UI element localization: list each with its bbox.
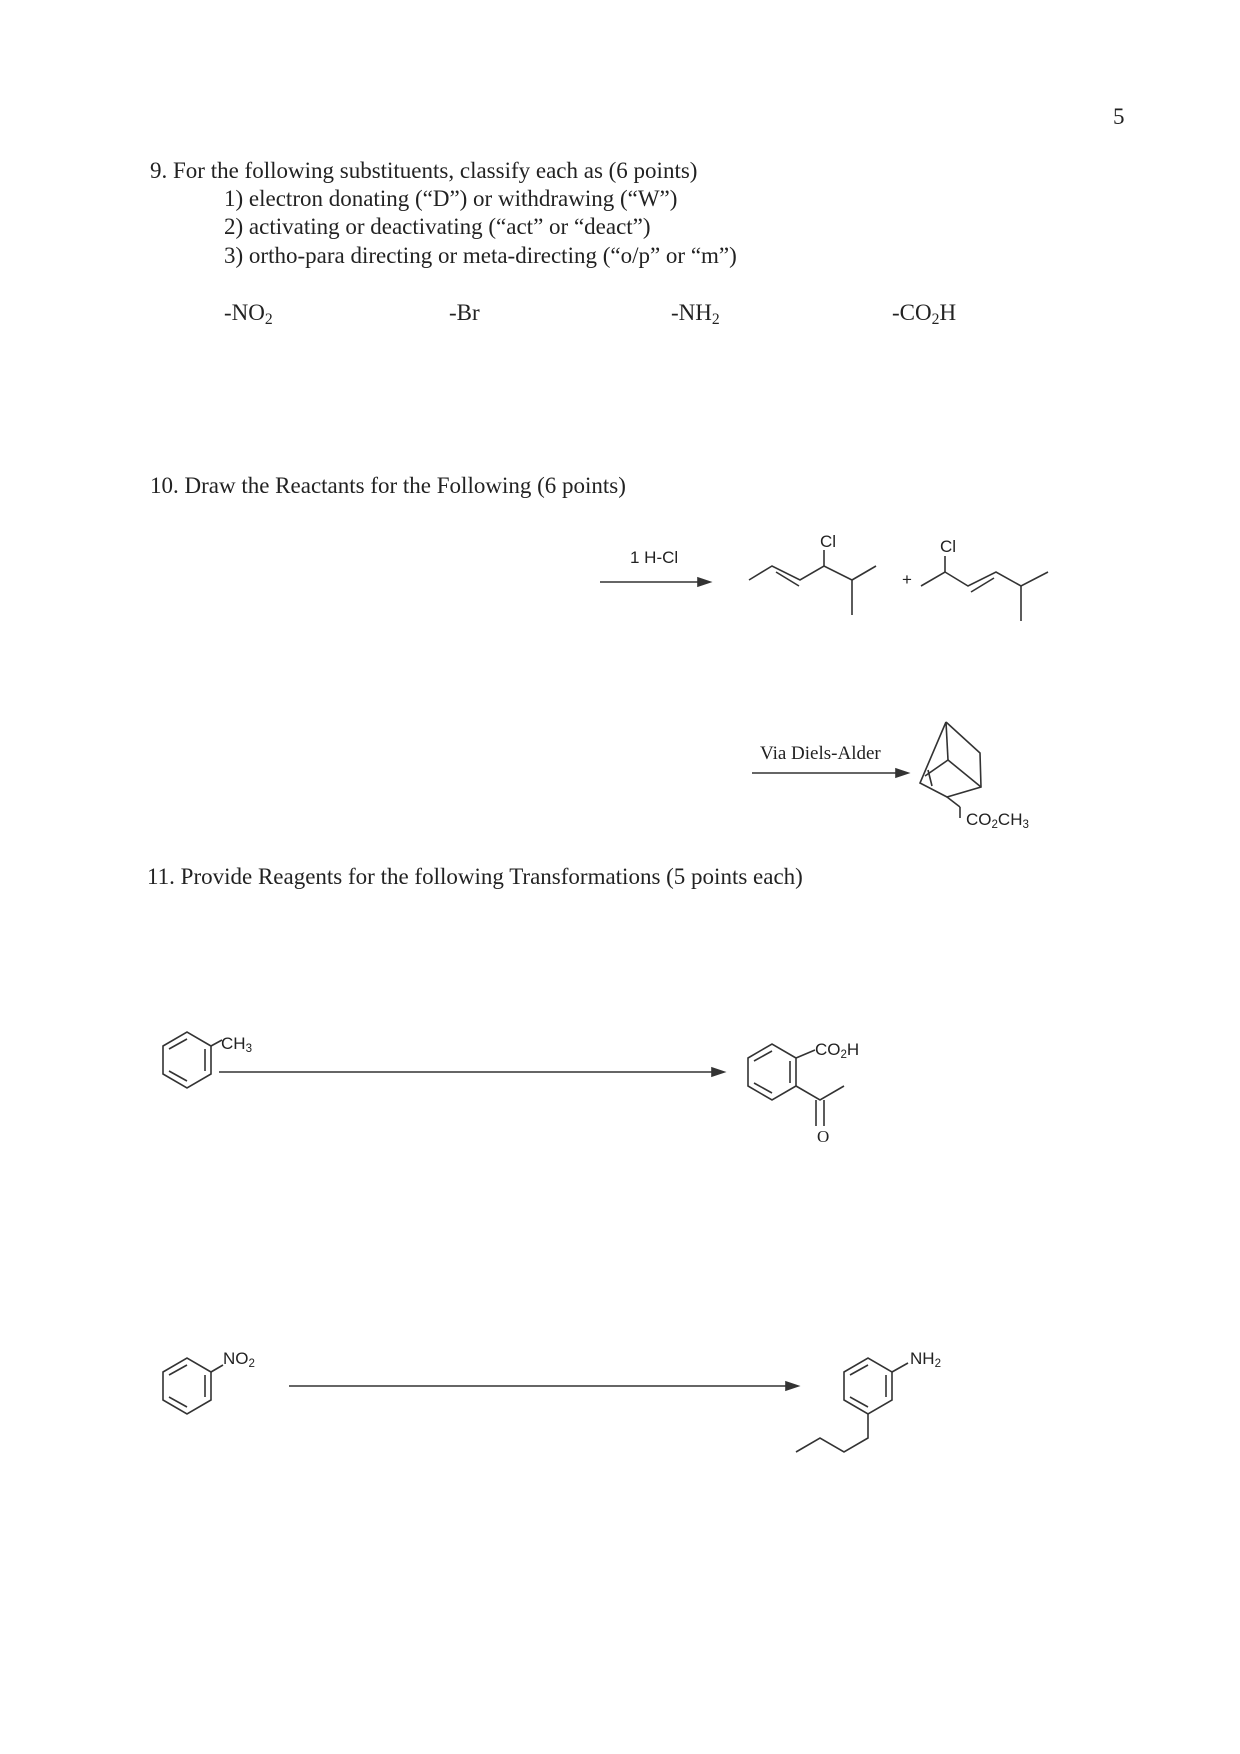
page-number: 5 (1113, 104, 1125, 129)
q9-criterion-2: 2) activating or deactivating (“act” or “deact”) (224, 214, 651, 239)
amine-group-label: $NH_2$ (910, 1349, 941, 1370)
toluene-structure (163, 1032, 222, 1088)
nitro-group-label: $NO_2$ (223, 1349, 255, 1370)
ester-group-label: $CO_2CH_3$ (966, 810, 1029, 831)
q9-criterion-3: 3) ortho-para directing or meta-directing (“o/p” or “m”) (224, 243, 737, 268)
substituent-bromo: -Br (449, 300, 480, 325)
substituent-amino: $-NH_2$ (671, 300, 720, 328)
substituent-nitro: $-NO_2$ (224, 300, 273, 328)
hcl-reaction-arrow (600, 578, 710, 586)
nitrobenzene-structure (163, 1358, 223, 1414)
hcl-reagent-label: 1 H-Cl (630, 548, 679, 567)
transformation-1-arrow (219, 1068, 724, 1076)
product-2-skeleton (921, 556, 1048, 621)
q9-criterion-1: 1) electron donating (“D”) or withdrawing (“W”) (224, 186, 678, 211)
diels-alder-arrow (752, 769, 908, 777)
product-1-skeleton (749, 550, 876, 615)
chloro-label-product-1: Cl (820, 532, 837, 551)
q9-heading: 9. For the following substituents, classify each as (6 points) (150, 158, 698, 183)
acetylbenzoic-acid-structure (748, 1044, 844, 1126)
norbornene-product (920, 722, 981, 818)
q10-heading: 10. Draw the Reactants for the Following (6 points) (150, 473, 626, 498)
chloro-label-product-2: Cl (940, 537, 957, 556)
carboxyl-group-label: $CO_2H$ (815, 1040, 860, 1061)
q11-heading: 11. Provide Reagents for the following Transformations (5 points each) (147, 864, 803, 889)
substituent-carboxyl: $-CO_2H$ (892, 300, 957, 328)
transformation-2-arrow (289, 1382, 798, 1390)
butylaniline-structure (796, 1358, 908, 1452)
ketone-oxygen-label: O (817, 1127, 830, 1146)
plus-sign: + (902, 570, 912, 589)
methyl-group-label: $CH_3$ (221, 1034, 252, 1055)
diels-alder-reagent-label: Via Diels-Alder (760, 743, 881, 764)
